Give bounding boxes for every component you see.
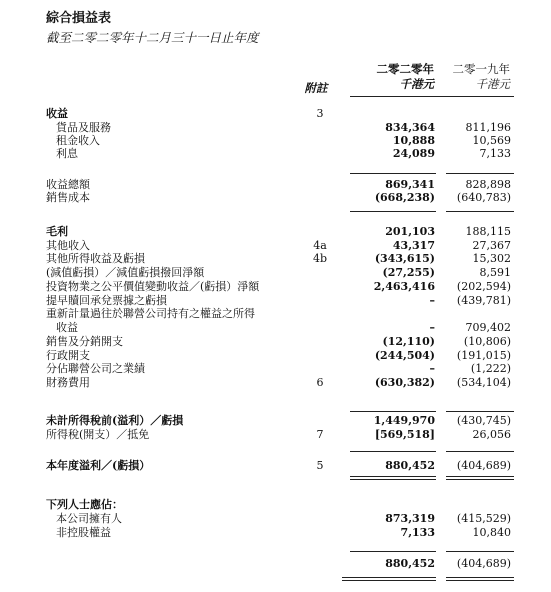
value-2020: (630,382) (374, 376, 435, 389)
profit-double-2-2020 (350, 479, 436, 480)
header-rule-2019 (436, 96, 514, 97)
value-2020: (668,238) (374, 191, 435, 204)
statement-row (0, 335, 551, 348)
value-2020: (12,110) (382, 335, 435, 348)
total-double-2-2020 (342, 580, 436, 581)
row-label: 投資物業之公平價值變動收益／(虧損）淨額 (46, 280, 260, 293)
value-2020: (27,255) (382, 266, 435, 279)
value-2020: [569,518] (374, 428, 435, 441)
value-2020: 869,341 (385, 178, 435, 191)
statement-row (0, 294, 551, 307)
value-2019: 811,196 (465, 121, 511, 134)
value-2020: 834,364 (385, 121, 435, 134)
row-note: 6 (316, 376, 324, 389)
value-2020: 201,103 (385, 225, 435, 238)
value-2019: 709,402 (465, 321, 511, 334)
value-2019: (534,104) (456, 376, 511, 389)
row-label: 收益 (56, 321, 78, 334)
value-2020: 2,463,416 (373, 280, 435, 293)
value-2019: (191,015) (456, 349, 511, 362)
statement-title: 綜合損益表 (46, 11, 112, 26)
value-2019: 27,367 (472, 239, 511, 252)
value-2020: (244,504) (374, 349, 435, 362)
row-label: 行政開支 (46, 349, 90, 362)
row-label: 其他收入 (46, 239, 90, 252)
value-2020: – (429, 321, 435, 334)
row-label: 分佔聯營公司之業績 (46, 362, 145, 375)
value-2020: 7,133 (400, 526, 435, 539)
statement-row (0, 498, 551, 511)
profit-rule-2019 (446, 451, 514, 452)
value-2019: (439,781) (456, 294, 511, 307)
statement-row (0, 526, 551, 539)
statement-row (0, 376, 551, 389)
row-label: 下列人士應佔： (46, 498, 123, 511)
profit-double-2-2019 (446, 479, 514, 480)
value-2019: (202,594) (456, 280, 511, 293)
statement-row (0, 191, 551, 204)
profit-double-1-2019 (446, 476, 514, 477)
statement-row (0, 178, 551, 191)
value-2019: (415,529) (456, 512, 511, 525)
statement-row (0, 107, 551, 120)
value-2019: (640,783) (456, 191, 511, 204)
statement-row (0, 428, 551, 441)
statement-row (0, 225, 551, 238)
value-2019: 26,056 (472, 428, 511, 441)
statement-row (0, 307, 551, 320)
value-2019: (404,689) (456, 557, 511, 570)
statement-row (0, 134, 551, 147)
value-2019: 828,898 (465, 178, 511, 191)
row-label: 其他所得收益及虧損 (46, 252, 145, 265)
subtotal-rule-2020 (350, 173, 436, 174)
row-label: 非控股權益 (56, 526, 111, 539)
row-label: 銷售成本 (46, 191, 90, 204)
statement-row (0, 349, 551, 362)
gross-rule-2019 (446, 211, 514, 212)
statement-row (0, 239, 551, 252)
value-2019: 10,569 (472, 134, 511, 147)
row-label: 銷售及分銷開支 (46, 335, 123, 348)
statement-row (0, 121, 551, 134)
gross-rule-2020 (350, 211, 436, 212)
row-label: 所得稅(開支）／抵免 (46, 428, 150, 441)
row-note: 4a (313, 239, 327, 252)
statement-row (0, 362, 551, 375)
attr-rule-2019 (446, 551, 514, 552)
row-label: 貨品及服務 (56, 121, 111, 134)
value-2019: 15,302 (472, 252, 511, 265)
statement-period: 截至二零二零年十二月三十一日止年度 (46, 30, 259, 45)
value-2020: 10,888 (392, 134, 435, 147)
statement-row (0, 459, 551, 472)
statement-row (0, 280, 551, 293)
header-2019-year: 二零一九年 (452, 62, 510, 76)
value-2019: 7,133 (479, 147, 511, 160)
value-2020: 873,319 (385, 512, 435, 525)
statement-row (0, 321, 551, 334)
value-2019: 188,115 (465, 225, 511, 238)
pretax-rule-2020 (350, 411, 436, 412)
row-note: 7 (316, 428, 324, 441)
statement-row (0, 266, 551, 279)
row-label: 本年度溢利／(虧損） (46, 459, 151, 472)
row-label: 未計所得稅前(溢利）／虧損 (46, 414, 184, 427)
value-2019: (404,689) (456, 459, 511, 472)
header-rule-2020 (350, 96, 436, 97)
subtotal-rule-2019 (446, 173, 514, 174)
statement-row (0, 414, 551, 427)
header-2020-year: 二零二零年 (376, 62, 434, 76)
statement-row (0, 147, 551, 160)
row-label: 利息 (56, 147, 78, 160)
value-2020: 880,452 (385, 557, 435, 570)
value-2019: 8,591 (479, 266, 511, 279)
pretax-rule-2019 (446, 411, 514, 412)
value-2019: (1,222) (470, 362, 511, 375)
row-note: 5 (316, 459, 324, 472)
profit-double-1-2020 (350, 476, 436, 477)
row-label: 租金收入 (56, 134, 100, 147)
total-double-2-2019 (446, 580, 514, 581)
attr-rule-2020 (350, 551, 436, 552)
row-label: 本公司擁有人 (56, 512, 122, 525)
row-label: (減值虧損）／減值虧損撥回淨額 (46, 266, 205, 279)
value-2019: 10,840 (472, 526, 511, 539)
row-label: 財務費用 (46, 376, 90, 389)
value-2020: (343,615) (374, 252, 435, 265)
value-2020: 43,317 (392, 239, 435, 252)
row-label: 重新計量過往於聯營公司持有之權益之所得 (46, 307, 255, 320)
value-2020: – (429, 362, 435, 375)
header-note: 附註 (304, 81, 328, 95)
row-note: 3 (316, 107, 324, 120)
row-label: 提早贖回承兌票據之虧損 (46, 294, 167, 307)
value-2020: 1,449,970 (373, 414, 435, 427)
total-double-1-2019 (446, 577, 514, 578)
row-note: 4b (312, 252, 328, 265)
profit-rule-2020 (350, 451, 436, 452)
statement-row (0, 252, 551, 265)
row-label: 收益 (46, 107, 68, 120)
value-2019: (10,806) (463, 335, 511, 348)
statement-row (0, 512, 551, 525)
statement-row (0, 557, 551, 570)
value-2020: – (429, 294, 435, 307)
row-label: 收益總額 (46, 178, 90, 191)
header-2020-unit: 千港元 (399, 77, 434, 91)
header-2019-unit: 千港元 (475, 77, 510, 91)
value-2020: 24,089 (392, 147, 435, 160)
value-2019: (430,745) (456, 414, 511, 427)
row-label: 毛利 (46, 225, 68, 238)
value-2020: 880,452 (385, 459, 435, 472)
total-double-1-2020 (342, 577, 436, 578)
